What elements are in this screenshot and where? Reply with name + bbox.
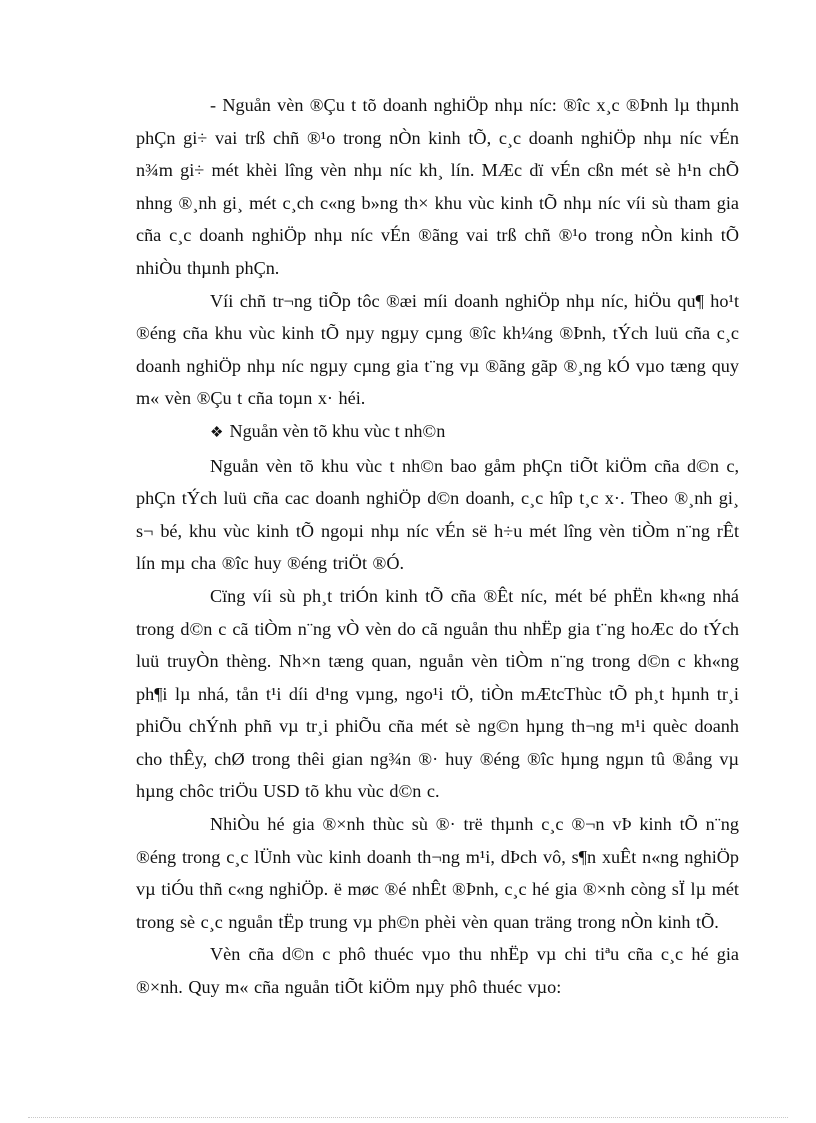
paragraph-state-enterprise-reform: Víi chñ tr¬ng tiÕp tôc ®æi míi doanh nghiÖp nhµ níc, hiÖu qu¶ ho¹t ®éng cña khu vùc kinh tÕ nµy ngµy cµng ®îc kh¼ng ®Þnh, tÝch luü cña c¸c doanh nghiÖp nhµ níc ngµy cµng gia t¨ng vµ ®ãng gãp ®¸ng kÓ vµo tæng quy m« vèn ®Çu t cña toµn x· héi. (136, 290, 739, 409)
paragraph-household-economic-units: NhiÒu hé gia ®×nh thùc sù ®· trë thµnh c¸c ®¬n vÞ kinh tÕ n¨ng ®éng trong c¸c lÜnh vùc kinh doanh th¬ng m¹i, dÞch vô, s¶n xuÊt n«ng nghiÖp vµ tiÓu thñ c«ng nghiÖp. ë møc ®é nhÊt ®Þnh, c¸c hé gia ®×nh còng sÏ lµ mét trong sè c¸c nguån tËp trung vµ ph©n phèi vèn quan träng trong nÒn kinh tÕ. (136, 814, 739, 932)
paragraph-state-enterprise-capital: - Nguån vèn ®Çu t tõ doanh nghiÖp nhµ níc: ®îc x¸c ®Þnh lµ thµnh phÇn gi÷ vai trß chñ ®¹o trong nÒn kinh tÕ, c¸c doanh nghiÖp nhµ níc vÉn n¾m gi÷ mét khèi lîng vèn nhµ níc kh¸ lín. MÆc dï vÉn cßn mét sè h¹n chÕ nhng ®¸nh gi¸ mét c¸ch c«ng b»ng th× khu vùc kinh tÕ nhµ níc víi sù tham gia cña c¸c doanh nghiÖp nhµ níc vÉn ®ãng vai trß chñ ®¹o trong nÒn kinh tÕ nhiÒu thµnh phÇn. (136, 95, 739, 278)
section-heading-text: Nguån vèn tõ khu vùc t nh©n (229, 420, 446, 441)
page-bottom-divider (28, 1117, 788, 1118)
paragraph-household-potential: Cïng víi sù ph¸t triÓn kinh tÕ cña ®Êt níc, mét bé phËn kh«ng nhá trong d©n c cã tiÒm n¨ng vÒ vèn do cã nguån thu nhËp gia t¨ng hoÆc do tÝch luü truyÒn thèng. Nh×n tæng quan, nguån vèn tiÒm n¨ng trong d©n c kh«ng ph¶i lµ nhá, tån t¹i díi d¹ng vµng, ngo¹i tÖ, tiÒn mÆtcThùc tÕ ph¸t hµnh tr¸i phiÕu chÝnh phñ vµ tr¸i phiÕu cña mét sè ng©n hµng th¬ng m¹i quèc doanh cho thÊy, chØ trong thêi gian ng¾n ®· huy ®éng ®îc hµng ngµn tû ®ång vµ hµng chôc triÖu USD tõ khu vùc d©n c. (136, 585, 739, 802)
section-heading-private-capital (136, 415, 739, 450)
diamond-bullet-icon: ❖ (210, 424, 224, 441)
paragraph-household-income-dependency: Vèn cña d©n c phô thuéc vµo thu nhËp vµ chi tiªu cña c¸c hé gia ®×nh. Quy m« cña nguån tiÕt kiÖm nµy phô thuéc vµo: (136, 944, 739, 998)
paragraph-private-capital-sources: Nguån vèn tõ khu vùc t nh©n bao gåm phÇn tiÕt kiÖm cña d©n c, phÇn tÝch luü cña cac doanh nghiÖp d©n doanh, c¸c hîp t¸c x·. Theo ®¸nh gi¸ s¬ bé, khu vùc kinh tÕ ngoµi nhµ níc vÉn së h÷u mét lîng vèn tiÒm n¨ng rÊt lín mµ cha ®îc huy ®éng triÖt ®Ó. (136, 455, 739, 574)
document-body (136, 89, 739, 1004)
